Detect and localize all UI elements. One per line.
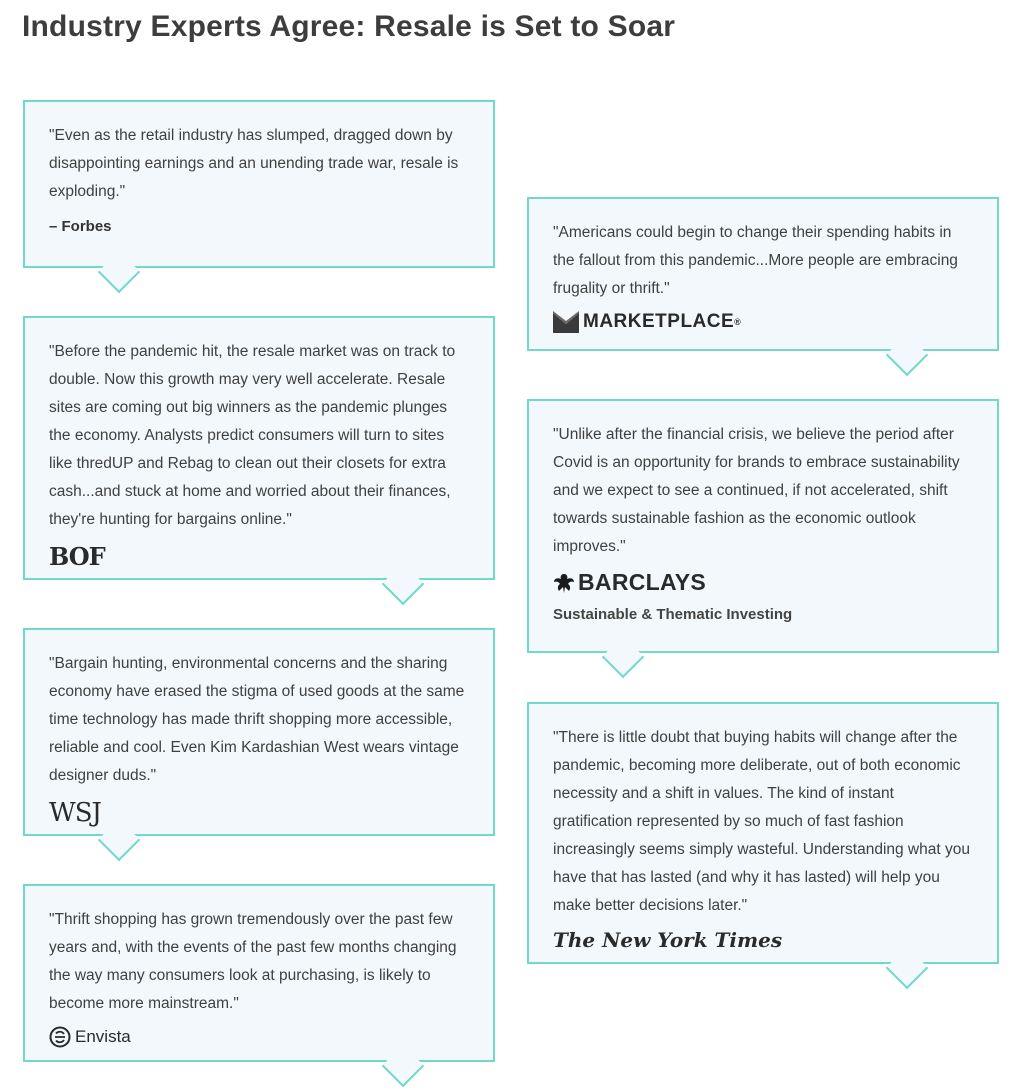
quote-text: "Americans could begin to change their spending habits in the fallout from this pandemic...More people are embracing frugality or thrift." — [553, 224, 958, 297]
quote-text: "Unlike after the financial crisis, we believe the period after Covid is an opportunity for brands to embrace sustainability and we expect to see a continued, if not accelerated, shift towards sustainable fashion as the economic outlook improves." — [553, 426, 960, 555]
envista-e-icon — [49, 1026, 71, 1048]
quote-card-wsj — [23, 628, 495, 836]
card-pointer — [602, 636, 644, 678]
card-pointer — [886, 334, 928, 376]
marketplace-logo-text: MARKETPLACE — [583, 311, 735, 332]
quote-text: "Even as the retail industry has slumped, dragged down by disappointing earnings and an unending trade war, resale is exploding." — [49, 127, 459, 200]
eagle-icon — [553, 572, 575, 594]
bof-logo: BOF — [49, 542, 105, 571]
registered-mark: ® — [734, 317, 742, 327]
marketplace-logo — [553, 311, 973, 333]
quote-card-envista — [23, 884, 495, 1062]
quote-card-nyt — [527, 702, 999, 964]
quote-card-forbes — [23, 100, 495, 268]
barclays-subtitle: Sustainable & Thematic Investing — [553, 606, 793, 623]
card-pointer — [886, 947, 928, 989]
barclays-logo — [553, 569, 973, 596]
quote-card-marketplace — [527, 197, 999, 351]
envista-logo-text: Envista — [75, 1027, 131, 1046]
card-pointer — [382, 1045, 424, 1087]
wsj-logo: WSJ — [49, 798, 101, 828]
quote-card-barclays — [527, 399, 999, 653]
source-forbes: – Forbes — [49, 218, 112, 235]
quote-text: "Bargain hunting, environmental concerns and the sharing economy have erased the stigma of used goods at the same time technology has made thrift shopping more accessible, reliable and cool. Even Kim Kardashian West wears vintage designer duds." — [49, 655, 465, 784]
barclays-logo-text: BARCLAYS — [578, 569, 707, 595]
card-pointer — [98, 251, 140, 293]
quote-text: "Thrift shopping has grown tremendously over the past few years and, with the events of the past few months changing the way many consumers look at purchasing, is likely to become more mainstream." — [49, 911, 457, 1012]
quote-card-bof — [23, 316, 495, 580]
envista-logo — [49, 1026, 469, 1048]
quote-text: "There is little doubt that buying habits will change after the pandemic, becoming more deliberate, out of both economic necessity and a shift in values. The kind of instant gratification represented by so much of fast fashion increasingly seems simply wasteful. Understanding what you have that has lasted (and why it has lasted) will help you make better decisions later." — [553, 729, 970, 914]
nyt-logo: The New York Times — [553, 928, 783, 952]
marketplace-m-icon — [553, 311, 579, 333]
quote-text: "Before the pandemic hit, the resale market was on track to double. Now this growth may very well accelerate. Resale sites are coming out big winners as the pandemic plunges the economy. Analysts predict consumers will turn to sites like thredUP and Rebag to clean out their closets for extra cash...and stuck at home and worried about their finances, they're hunting for bargains online." — [49, 343, 456, 528]
page-title: Industry Experts Agree: Resale is Set to Soar — [22, 10, 676, 43]
